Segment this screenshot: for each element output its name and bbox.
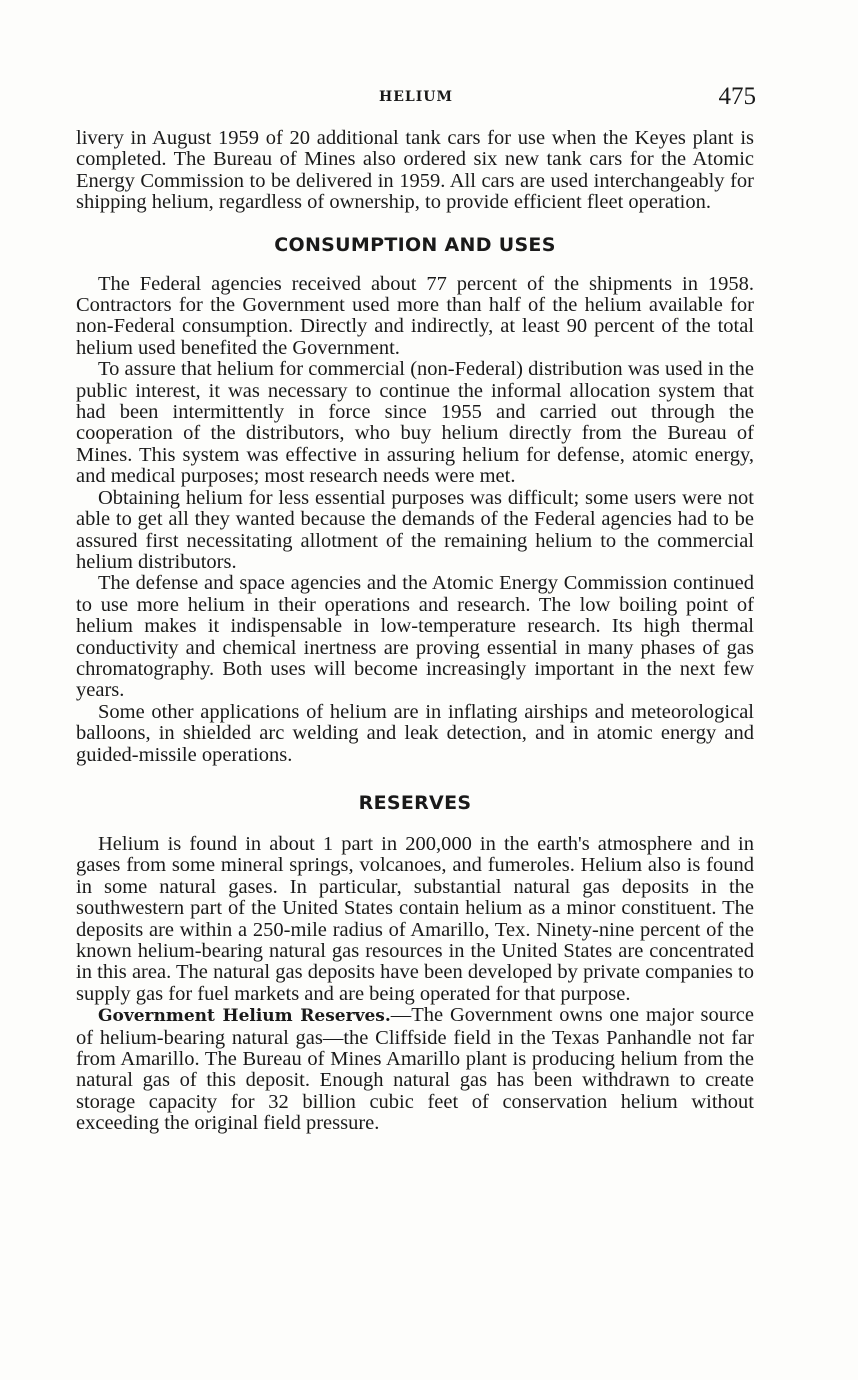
running-head — [76, 83, 756, 113]
paragraph: The defense and space agencies and the Atomic Energy Commission continued to use more helium in their operations and research. The low boiling point of helium makes it indispensable in low-temperature research. Its high thermal conductivity and chemical inertness are proving essential in many phases of gas chromatography. Both uses will become increasingly important in the next few years. — [76, 572, 754, 702]
body-text — [76, 128, 754, 1135]
page-number: 475 — [718, 83, 756, 110]
run-in-heading: Government Helium Reserves. — [98, 1006, 391, 1027]
paragraph: Obtaining helium for less essential purposes was difficult; some users were not able to get all they wanted because the demands of the Federal agencies had to be assured first necessitating allotment of the remaining helium to the commercial helium distributors. — [76, 486, 754, 573]
running-title: HELIUM — [379, 89, 453, 105]
section-heading-consumption: CONSUMPTION AND USES — [274, 233, 556, 256]
section-heading-reserves: RESERVES — [358, 791, 472, 814]
continued-paragraph: livery in August 1959 of 20 additional tank cars for use when the Keyes plant is completed. The Bureau of Mines also ordered six new tank cars for the Atomic Energy Commission to be delivered in 1959. All cars are used interchangeably for shipping helium, regardless of ownership, to provide efficient fleet operation. — [76, 127, 754, 214]
paragraph-government-reserves — [76, 1005, 754, 1134]
paragraph: To assure that helium for commercial (non-Federal) distribution was used in the public interest, it was necessary to continue the informal allocation system that had been intermittently in force since 1955 and carried out through the cooperation of the distributors, who buy helium directly from the Bureau of Mines. This system was effective in assuring helium for defense, atomic energy, and medical purposes; most research needs were met. — [76, 358, 754, 488]
paragraph: Helium is found in about 1 part in 200,000 in the earth's atmosphere and in gases from some mineral springs, volcanoes, and fumeroles. Helium also is found in some natural gases. In particular, substantial natural gas deposits in the southwestern part of the United States contain helium as a minor constituent. The deposits are within a 250-mile radius of Amarillo, Tex. Ninety-nine percent of the known helium-bearing natural gas resources in the United States are concentrated in this area. The natural gas deposits have been developed by private companies to supply gas for fuel markets and are being operated for that purpose. — [76, 832, 754, 1005]
paragraph: The Federal agencies received about 77 percent of the shipments in 1958. Contractors for the Government used more than half of the helium available for non-Federal consumption. Directly and indirectly, at least 90 percent of the total helium used benefited the Government. — [76, 272, 754, 359]
paragraph-text: —The Government owns one major source of helium-bearing natural gas—the Cliffside field in the Texas Panhandle not far from Amarillo. The Bureau of Mines Amarillo plant is producing helium from the natural gas of this deposit. Enough natural gas has been withdrawn to create storage capacity for 32 billion cubic feet of conservation helium without exceeding the original field pressure. — [76, 1004, 754, 1135]
paragraph: Some other applications of helium are in inflating airships and meteorological balloons, in shielded arc welding and leak detection, and in atomic energy and guided-missile operations. — [76, 700, 754, 766]
